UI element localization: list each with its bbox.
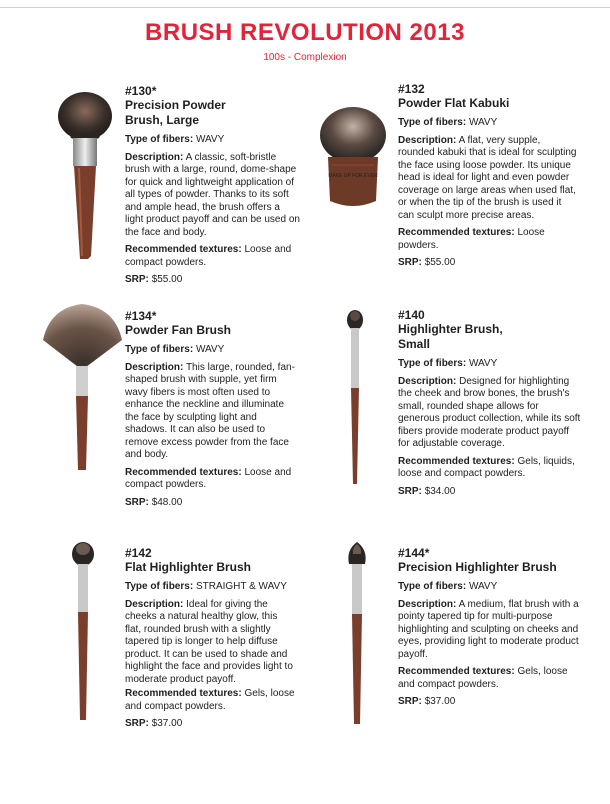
description-value: Ideal for giving the cheeks a natural healthy glow, this flat, rounded brush with a slightly tapered tip is longer to help diffuse product. It can be used to shade and highlight the face and provides light to moderate product payoff. (125, 598, 293, 685)
textures-row (398, 666, 573, 691)
textures-label: Recommended textures: (125, 466, 242, 478)
description-row (398, 135, 578, 223)
fibers-row (398, 358, 610, 371)
description-label: Description: (398, 598, 457, 610)
brush-number: #132 (398, 82, 425, 96)
brush-number: #140 (398, 308, 425, 322)
srp-value: $55.00 (424, 257, 456, 268)
fibers-value: WAVY (195, 134, 225, 145)
brush-130-info (125, 84, 345, 292)
brush-name: Precision Highlighter Brush (398, 560, 557, 574)
brush-142-info (125, 546, 345, 736)
fibers-row (125, 581, 345, 594)
description-row (398, 599, 588, 662)
description-label: Description: (398, 375, 457, 387)
description-value: A classic, soft-bristle brush with a large, round, dome-shape for quick and lightweight application of all types of powder. Thanks to its soft and ample head, the brush offers a light product payoff and can be used on the face and body. (125, 151, 300, 238)
textures-row (125, 244, 300, 269)
fibers-value: WAVY (468, 358, 498, 369)
brush-name: Flat Highlighter Brush (125, 560, 251, 574)
description-value: A flat, very supple, rounded kabuki that is ideal for sculpting the face using loose powder. Its unique head is ideal for light and even powder coverage on large areas when used flat, or when the tip of the brush is used it can sculpt more precise areas. (398, 134, 577, 221)
description-value: This large, rounded, fan-shaped brush with supple, yet firm wavy fibers is most often used to enhance the neckline and illuminate the face by sculpting light and shadows. It can also be used to remove excess powder from the face and body. (125, 361, 295, 460)
fibers-value: STRAIGHT & WAVY (195, 581, 287, 592)
fibers-row (398, 117, 610, 130)
brush-number: #134* (125, 309, 157, 323)
brush-132-info (398, 82, 610, 275)
textures-row (125, 688, 295, 713)
description-label: Description: (398, 134, 457, 146)
srp-label: SRP: (125, 718, 149, 729)
description-row (125, 362, 297, 462)
svg-text:MAKE UP FOR EVER: MAKE UP FOR EVER (328, 173, 378, 179)
srp-label: SRP: (398, 696, 422, 707)
srp-row (398, 696, 610, 709)
description-label: Description: (125, 598, 184, 610)
brush-144-info (398, 546, 610, 714)
brush-140-info (398, 308, 610, 503)
textures-label: Recommended textures: (398, 227, 515, 238)
fibers-value: WAVY (195, 344, 225, 355)
textures-value: Gels, liquids, loose and compact powders. (398, 455, 575, 479)
fibers-label: Type of fibers: (125, 581, 194, 592)
fibers-label: Type of fibers: (125, 134, 194, 145)
brush-number: #144* (398, 546, 430, 560)
description-row (125, 152, 300, 240)
srp-label: SRP: (398, 485, 422, 497)
brush-number: #142 (125, 546, 152, 560)
textures-value: Gels, loose and compact powders. (398, 666, 568, 690)
fibers-value: WAVY (468, 117, 498, 128)
srp-value: $48.00 (151, 496, 183, 508)
fibers-row (125, 344, 345, 357)
srp-label: SRP: (125, 496, 149, 508)
description-row (398, 376, 583, 451)
description-label: Description: (125, 151, 184, 163)
textures-label: Recommended textures: (398, 666, 515, 677)
page-title: BRUSH REVOLUTION 2013 (145, 19, 465, 46)
textures-value: Loose and compact powders. (125, 466, 292, 490)
brush-142-image (66, 540, 100, 725)
brush-130-image (55, 88, 115, 260)
fibers-value: WAVY (468, 581, 498, 592)
srp-row (398, 257, 610, 270)
brush-134-image (40, 300, 125, 475)
textures-value: Gels, loose and compact powders. (125, 688, 295, 712)
brush-number: #130* (125, 84, 157, 98)
brush-name: Highlighter Brush, Small (398, 322, 503, 351)
page-subtitle: 100s - Complexion (263, 52, 347, 63)
srp-value: $34.00 (424, 485, 456, 497)
brush-144-image (342, 540, 372, 728)
brush-name: Precision Powder Brush, Large (125, 98, 226, 127)
textures-label: Recommended textures: (398, 455, 515, 467)
textures-row (398, 227, 568, 252)
srp-row (125, 497, 345, 510)
description-row (125, 599, 295, 687)
srp-label: SRP: (398, 257, 422, 268)
brush-name: Powder Flat Kabuki (398, 96, 510, 110)
srp-value: $37.00 (151, 718, 183, 729)
textures-value: Loose powders. (398, 227, 545, 251)
fibers-label: Type of fibers: (398, 117, 467, 128)
description-label: Description: (125, 361, 184, 373)
srp-row (398, 486, 610, 499)
description-value: A medium, flat brush with a pointy tapered tip for multi-purpose highlighting and sculpting on cheeks and eyes, providing light to moderate product payoff. (398, 598, 579, 660)
fibers-label: Type of fibers: (398, 581, 467, 592)
srp-value: $37.00 (424, 696, 456, 707)
fibers-row (125, 134, 345, 147)
textures-value: Loose and compact powders. (125, 244, 292, 268)
textures-row (398, 456, 583, 481)
srp-label: SRP: (125, 274, 149, 285)
fibers-label: Type of fibers: (398, 358, 467, 369)
textures-label: Recommended textures: (125, 244, 242, 255)
srp-row (125, 718, 345, 731)
brush-134-info (125, 309, 345, 514)
brush-name: Powder Fan Brush (125, 323, 232, 337)
fibers-label: Type of fibers: (125, 344, 194, 355)
srp-value: $55.00 (151, 274, 183, 285)
fibers-row (398, 581, 610, 594)
textures-row (125, 467, 300, 492)
textures-label: Recommended textures: (125, 688, 242, 699)
description-value: Designed for highlighting the cheek and brow bones, the brush's small, rounded shape allows for generous product collection, while its soft fibers provide moderate product payoff for adjustable coverage. (398, 375, 581, 449)
srp-row (125, 274, 345, 287)
top-rule (0, 7, 610, 8)
